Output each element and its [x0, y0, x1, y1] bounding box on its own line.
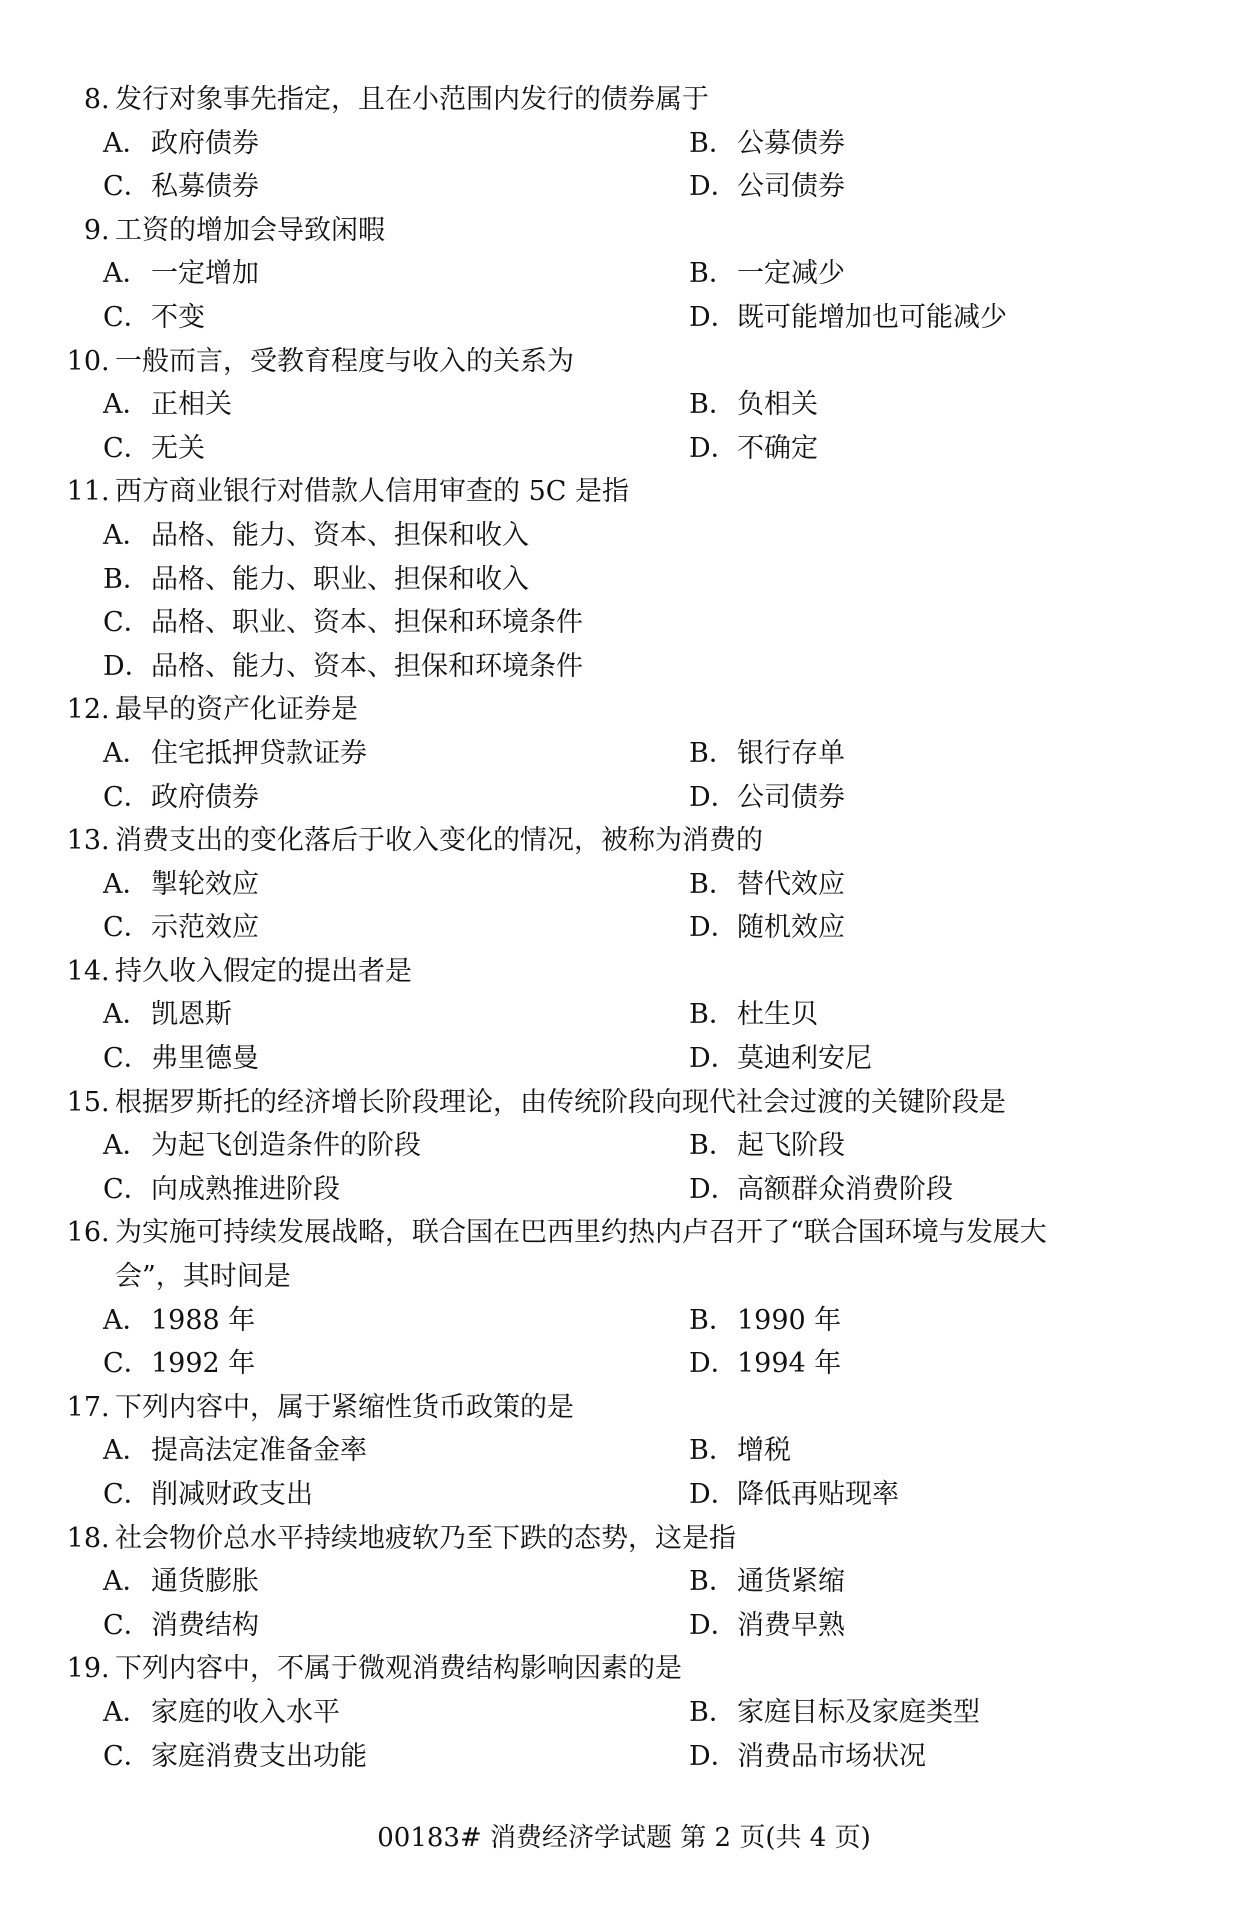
option-list [55, 1560, 1175, 1647]
option-letter: D． [689, 1609, 738, 1641]
option-letter: B． [689, 389, 736, 421]
answer-option [685, 1735, 1165, 1779]
option-letter: D． [689, 171, 738, 203]
option-text: 品格、能力、资本、担保和收入 [151, 519, 529, 551]
option-letter: C． [103, 432, 151, 464]
answer-option [685, 776, 1165, 820]
option-letter: C． [103, 1479, 151, 1510]
question-number: 17 [66, 1391, 101, 1423]
option-list [55, 122, 1175, 209]
answer-option [99, 252, 685, 296]
page-footer: 00183# 消费经济学试题 第 2 页(共 4 页) [377, 1823, 871, 1853]
answer-option [99, 1037, 685, 1081]
option-text: 私募债券 [151, 171, 259, 203]
option-letter: D． [689, 1479, 738, 1510]
option-list [55, 1691, 1175, 1778]
option-text: 政府债券 [151, 127, 259, 159]
option-text: 公司债券 [737, 781, 845, 813]
option-letter: D． [689, 1173, 738, 1205]
option-list [55, 252, 1175, 339]
option-text: 凯恩斯 [151, 999, 232, 1031]
option-letter: C． [103, 912, 151, 944]
answer-option [99, 776, 685, 820]
option-list [55, 863, 1175, 950]
option-text: 杜生贝 [737, 999, 818, 1031]
answer-option [685, 863, 1165, 907]
option-text: 品格、职业、资本、担保和环境条件 [151, 607, 583, 639]
answer-option [99, 993, 685, 1037]
option-letter: D． [689, 1740, 738, 1772]
option-text: 起飞阶段 [737, 1130, 845, 1162]
option-letter: A． [103, 127, 150, 159]
answer-option [99, 1342, 685, 1386]
answer-option [99, 732, 685, 776]
question-number-dot: . [101, 1086, 110, 1118]
option-text: 1988 年 [151, 1304, 256, 1336]
option-list [55, 1429, 1175, 1516]
option-letter: A． [103, 1130, 150, 1162]
answer-option [99, 906, 685, 950]
option-letter: A． [103, 519, 150, 551]
question-text: 工资的增加会导致闲暇 [115, 214, 385, 246]
answer-option [685, 1037, 1165, 1081]
question-stem [55, 470, 1175, 514]
option-letter: D． [689, 301, 738, 333]
answer-option [685, 383, 1165, 427]
option-letter: C． [103, 301, 151, 333]
answer-option [99, 1604, 685, 1648]
answer-option [685, 1342, 1165, 1386]
option-text: 通货膨胀 [151, 1566, 259, 1598]
option-text: 住宅抵押贷款证券 [151, 737, 367, 769]
answer-option [99, 1735, 685, 1779]
option-text: 通货紧缩 [737, 1566, 845, 1598]
option-letter: D． [689, 781, 738, 813]
question-number-dot: . [101, 84, 110, 115]
option-text: 公募债券 [737, 127, 845, 159]
option-text: 高额群众消费阶段 [737, 1173, 953, 1205]
option-text: 1994 年 [737, 1348, 842, 1380]
answer-option [99, 1299, 685, 1343]
option-text: 负相关 [737, 389, 818, 421]
answer-option [685, 1124, 1165, 1168]
option-list [55, 1299, 1175, 1386]
answer-option [99, 122, 685, 166]
option-letter: B． [689, 1566, 736, 1598]
option-text: 消费品市场状况 [737, 1740, 926, 1772]
option-letter: C． [103, 1609, 151, 1641]
question-stem [55, 1647, 1175, 1691]
option-list [55, 1124, 1175, 1211]
option-text: 增税 [737, 1435, 791, 1467]
option-text: 随机效应 [737, 912, 845, 944]
option-list [55, 732, 1175, 819]
question-stem [55, 209, 1175, 253]
answer-option [685, 732, 1165, 776]
question-number: 11 [66, 476, 101, 508]
option-text: 降低再贴现率 [737, 1479, 899, 1510]
option-letter: B． [689, 127, 736, 159]
option-letter: D． [103, 650, 152, 682]
answer-option [99, 1429, 685, 1473]
option-letter: A． [103, 1566, 150, 1598]
option-text: 公司债券 [737, 171, 845, 203]
question-text: 发行对象事先指定，且在小范围内发行的债券属于 [115, 84, 709, 115]
question-number: 19 [66, 1653, 101, 1685]
answer-option [99, 1124, 685, 1168]
question-number: 16 [66, 1217, 101, 1249]
question-number: 15 [66, 1086, 101, 1118]
question-text-continuation: 会”，其时间是 [115, 1261, 291, 1293]
option-text: 政府债券 [151, 781, 259, 813]
option-list [55, 993, 1175, 1080]
question-text: 西方商业银行对借款人信用审查的 5C 是指 [115, 476, 630, 508]
option-text: 消费早熟 [737, 1609, 845, 1641]
answer-option [99, 1168, 685, 1212]
question-19 [55, 1647, 1175, 1778]
answer-option [99, 427, 685, 471]
option-text: 1992 年 [151, 1348, 256, 1380]
answer-option [685, 427, 1165, 471]
question-stem [55, 1081, 1175, 1125]
option-text: 削减财政支出 [151, 1479, 313, 1510]
answer-option [685, 993, 1165, 1037]
option-letter: C． [103, 1348, 151, 1380]
question-text: 社会物价总水平持续地疲软乃至下跌的态势，这是指 [115, 1522, 736, 1554]
option-text: 不确定 [737, 432, 818, 464]
option-text: 品格、能力、职业、担保和收入 [151, 563, 529, 595]
answer-option [99, 165, 685, 209]
question-12 [55, 688, 1175, 819]
question-number: 14 [66, 955, 101, 987]
option-letter: D． [689, 432, 738, 464]
question-14 [55, 950, 1175, 1081]
answer-option [685, 1168, 1165, 1212]
option-text: 银行存单 [737, 737, 845, 769]
option-text: 向成熟推进阶段 [151, 1173, 340, 1205]
option-letter: B． [103, 563, 150, 595]
answer-option [99, 296, 685, 340]
option-letter: C． [103, 607, 151, 639]
question-stem [55, 1211, 1175, 1255]
option-text: 无关 [151, 432, 205, 464]
answer-option [99, 558, 1159, 602]
question-number-dot: . [101, 694, 110, 726]
question-10 [55, 340, 1175, 471]
question-number-dot: . [101, 214, 110, 246]
question-stem [55, 1517, 1175, 1561]
option-letter: C． [103, 1173, 151, 1205]
question-number: 8 [83, 84, 101, 115]
option-letter: A． [103, 737, 150, 769]
question-list [55, 78, 1175, 1778]
option-letter: B． [689, 1304, 736, 1336]
question-number: 18 [66, 1522, 101, 1554]
answer-option [685, 296, 1165, 340]
option-letter: D． [689, 1348, 738, 1380]
question-stem [55, 688, 1175, 732]
question-text: 消费支出的变化落后于收入变化的情况，被称为消费的 [115, 825, 763, 857]
option-text: 一定减少 [737, 258, 845, 290]
question-stem [55, 1386, 1175, 1430]
question-number-dot: . [101, 1217, 110, 1249]
answer-option [99, 1473, 685, 1517]
question-number-dot: . [101, 345, 110, 377]
option-text: 品格、能力、资本、担保和环境条件 [151, 650, 583, 682]
answer-option [99, 601, 1159, 645]
answer-option [685, 122, 1165, 166]
option-letter: C． [103, 781, 151, 813]
question-text: 一般而言，受教育程度与收入的关系为 [115, 345, 574, 377]
option-text: 示范效应 [151, 912, 259, 944]
option-letter: A． [103, 1696, 150, 1728]
answer-option [99, 1691, 685, 1735]
question-18 [55, 1517, 1175, 1648]
option-text: 替代效应 [737, 868, 845, 900]
question-number-dot: . [101, 476, 110, 508]
option-list [55, 514, 1175, 688]
question-number: 9 [83, 214, 101, 246]
answer-option [685, 1604, 1165, 1648]
option-text: 不变 [151, 301, 205, 333]
answer-option [99, 383, 685, 427]
option-letter: D． [689, 1043, 738, 1075]
answer-option [685, 906, 1165, 950]
answer-option [685, 1429, 1165, 1473]
option-text: 家庭的收入水平 [151, 1696, 340, 1728]
option-letter: C． [103, 171, 151, 203]
question-text: 根据罗斯托的经济增长阶段理论，由传统阶段向现代社会过渡的关键阶段是 [115, 1086, 1006, 1118]
option-letter: A． [103, 1435, 150, 1467]
question-text: 下列内容中，属于紧缩性货币政策的是 [115, 1391, 574, 1423]
question-9 [55, 209, 1175, 340]
option-letter: B． [689, 868, 736, 900]
question-number: 12 [66, 694, 101, 726]
answer-option [685, 252, 1165, 296]
option-text: 家庭消费支出功能 [151, 1740, 367, 1772]
option-text: 弗里德曼 [151, 1043, 259, 1075]
option-letter: A． [103, 999, 150, 1031]
option-text: 消费结构 [151, 1609, 259, 1641]
option-letter: B． [689, 1130, 736, 1162]
question-stem [55, 950, 1175, 994]
option-letter: B． [689, 258, 736, 290]
question-number-dot: . [101, 1653, 110, 1685]
question-number-dot: . [101, 825, 110, 857]
option-text: 1990 年 [737, 1304, 842, 1336]
question-stem [55, 78, 1175, 122]
option-text: 家庭目标及家庭类型 [737, 1696, 980, 1728]
option-text: 提高法定准备金率 [151, 1435, 367, 1467]
question-number-dot: . [101, 1391, 110, 1423]
option-letter: D． [689, 912, 738, 944]
option-letter: A． [103, 868, 150, 900]
option-text: 一定增加 [151, 258, 259, 290]
option-list [55, 383, 1175, 470]
option-letter: B． [689, 1435, 736, 1467]
question-17 [55, 1386, 1175, 1517]
question-number-dot: . [101, 955, 110, 987]
option-letter: B． [689, 1696, 736, 1728]
question-text: 为实施可持续发展战略，联合国在巴西里约热内卢召开了“联合国环境与发展大 [115, 1217, 1047, 1249]
question-text: 最早的资产化证券是 [115, 694, 358, 726]
option-letter: B． [689, 737, 736, 769]
answer-option [685, 1691, 1165, 1735]
answer-option [99, 514, 1159, 558]
question-text: 下列内容中，不属于微观消费结构影响因素的是 [115, 1653, 682, 1685]
answer-option [685, 1299, 1165, 1343]
answer-option [99, 645, 1159, 689]
question-13 [55, 819, 1175, 950]
question-8 [55, 78, 1175, 209]
question-number: 13 [66, 825, 101, 857]
answer-option [685, 165, 1165, 209]
answer-option [685, 1560, 1165, 1604]
option-text: 既可能增加也可能减少 [737, 301, 1007, 333]
question-stem [55, 819, 1175, 863]
option-letter: C． [103, 1043, 151, 1075]
option-text: 掣轮效应 [151, 868, 259, 900]
option-text: 为起飞创造条件的阶段 [151, 1130, 421, 1162]
option-text: 正相关 [151, 389, 232, 421]
option-letter: A． [103, 389, 150, 421]
answer-option [99, 1560, 685, 1604]
answer-option [685, 1473, 1165, 1517]
question-number: 10 [66, 345, 101, 377]
question-11 [55, 470, 1175, 688]
option-text: 莫迪利安尼 [737, 1043, 872, 1075]
option-letter: A． [103, 1304, 150, 1336]
option-letter: A． [103, 258, 150, 290]
question-stem [55, 340, 1175, 384]
option-letter: B． [689, 999, 736, 1031]
question-16 [55, 1211, 1175, 1385]
question-15 [55, 1081, 1175, 1212]
question-number-dot: . [101, 1522, 110, 1554]
option-letter: C． [103, 1740, 151, 1772]
answer-option [99, 863, 685, 907]
question-text: 持久收入假定的提出者是 [115, 955, 412, 987]
